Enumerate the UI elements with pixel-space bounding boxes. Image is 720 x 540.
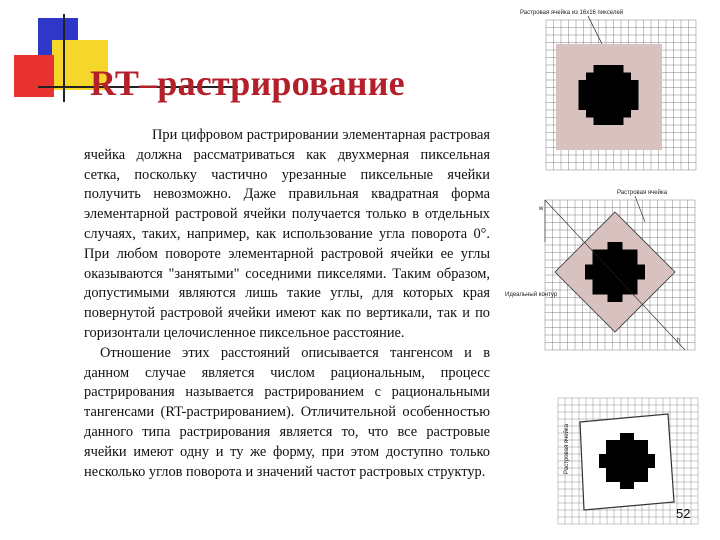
label-ideal-contour: Идеальный контур [505,292,558,298]
paragraph-1: При цифровом растрировании элементарная растровая ячейка должна рассматриваться как двухмерная пиксельная сетка, поскольку частично урезанные пиксельные ячейки получить невозможно. Даже правильная квадратная форма элементарной растровой ячейки получается только в отдельных случаях, таких, например, как использование угла поворота 0°. При любом повороте элементарной растровой ячейки ее углы оказываются "занятыми" соседними пикселями. Таким образом, допустимыми являются лишь такие углы, для которых края повернутой растровой ячейки имеют как по вертикали, так и по горизонтали целочисленное пиксельное расстояние. [84,127,490,341]
decor-red-square [14,55,54,97]
halftone-dot [585,242,645,302]
label-w: w [539,206,544,212]
decor-vertical-line [63,14,65,102]
paragraph-2: Отношение этих расстояний описывается тангенсом и в данном случае является числом рациональным, процесс растрирования называется растрированием с рациональными тангенсами (RT-растрированием). Отличительной особенностью данного типа растрирования является то, что все растровые ячейки имеют одну и ту же форму, при этом доступно только несколько углов поворота и значений частот растровых структур. [84,344,490,480]
halftone-dot [599,433,655,489]
body-text [84,126,490,482]
slide-title: RT–растрирование [90,63,405,103]
figure-rotated-cell [505,182,710,376]
halftone-dot [579,65,639,125]
label-h: h [677,338,681,344]
slide-number: 52 [676,506,691,521]
figure-caption: Растровая ячейка из 16x16 пикселей [520,10,624,16]
label-side: Растровая ячейка [564,423,570,474]
figure-unrotated-cell [510,6,710,172]
label-cell: Растровая ячейка [617,190,668,196]
